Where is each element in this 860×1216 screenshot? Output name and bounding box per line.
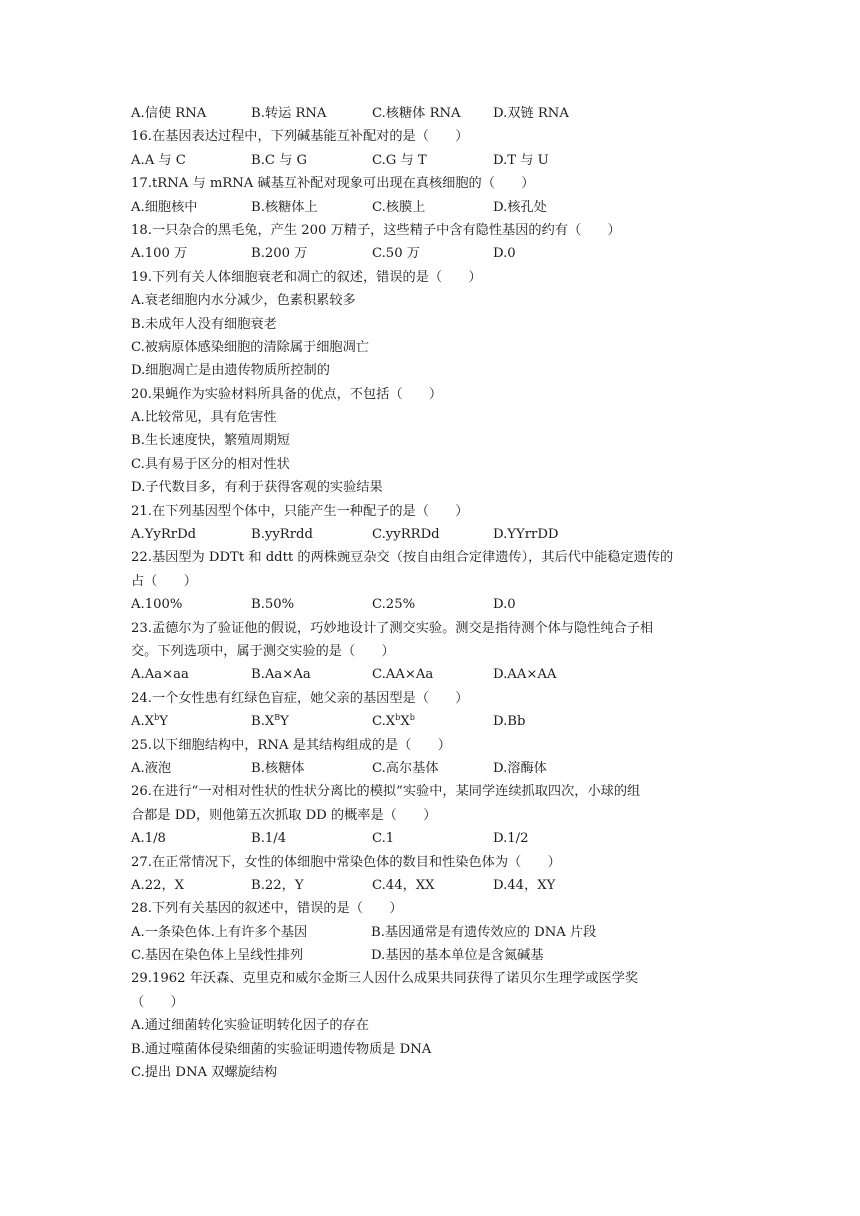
answer-option: B.50%	[251, 597, 295, 613]
answer-option: B.1/4	[251, 831, 287, 847]
answer-option: A.1/8	[131, 831, 166, 847]
answer-option: B.200 万	[251, 246, 308, 262]
answer-option: B.转运 RNA	[251, 106, 327, 121]
answer-option: D.基因的基本单位是含氮碱基	[371, 948, 544, 964]
answer-option: C.基因在染色体上呈线性排列	[131, 948, 304, 964]
text-line: C.具有易于区分的相对性状	[131, 456, 290, 472]
text-line: A.通过细菌转化实验证明转化因子的存在	[131, 1018, 369, 1034]
answer-option: D.44，XY	[493, 877, 556, 893]
answer-option: C.25%	[372, 597, 416, 613]
text-line: D.细胞凋亡是由遗传物质所控制的	[131, 363, 330, 379]
answer-option: A.100 万	[131, 246, 188, 262]
options-row	[131, 593, 741, 616]
text-line: 20.果蝇作为实验材料所具备的优点，不包括（ ）	[131, 386, 443, 402]
text-line: D.子代数目多，有利于获得客观的实验结果	[131, 480, 383, 496]
text-line: B.生长速度快，繁殖周期短	[131, 433, 290, 449]
text-line: 占（ ）	[131, 573, 197, 589]
answer-option: C.AA×Aa	[372, 667, 434, 683]
text-line: 22.基因型为 DDTt 和 ddtt 的两株豌豆杂交（按自由组合定律遗传），其后代中能稳定遗传的	[131, 550, 674, 566]
text-line: B.未成年人没有细胞衰老	[131, 316, 277, 332]
answer-option: A.细胞核中	[131, 199, 198, 215]
options-row	[131, 663, 741, 686]
answer-option: D.溶酶体	[493, 760, 547, 776]
answer-option: B.C 与 G	[251, 152, 308, 168]
answer-option: C.核膜上	[372, 199, 426, 215]
answer-option: A.A 与 C	[131, 152, 186, 168]
text-line: 29.1962 年沃森、克里克和威尔金斯三人因什么成果共同获得了诺贝尔生理学或医学奖	[131, 971, 639, 987]
answer-option: A.YyRrDd	[131, 527, 197, 543]
text-line: （ ）	[131, 994, 184, 1010]
answer-option: A.100%	[131, 597, 183, 613]
text-line: 16.在基因表达过程中，下列碱基能互补配对的是（ ）	[131, 129, 469, 145]
answer-option: D.0	[493, 246, 516, 262]
answer-option: C.44，XX	[372, 877, 435, 893]
options-row	[131, 149, 741, 172]
answer-option: B.yyRrdd	[251, 527, 313, 543]
answer-option: D.双链 RNA	[493, 106, 569, 121]
answer-option: B.核糖体上	[251, 199, 318, 215]
answer-option: B.核糖体	[251, 760, 305, 776]
text-line: C.被病原体感染细胞的清除属于细胞凋亡	[131, 339, 369, 355]
text-line: 交。下列选项中，属于测交实验的是（ ）	[131, 643, 395, 659]
answer-option: D.AA×AA	[493, 667, 557, 683]
answer-option: A.液泡	[131, 760, 172, 776]
text-line: 17.tRNA 与 mRNA 碱基互补配对现象可出现在真核细胞的（ ）	[131, 176, 535, 192]
options-row	[131, 523, 741, 546]
text-line: 19.下列有关人体细胞衰老和凋亡的叙述，错误的是（ ）	[131, 269, 482, 285]
answer-option: $A.X^bY$	[131, 713, 168, 730]
answer-option: A.一条染色体.上有许多个基因	[131, 924, 308, 940]
options-row	[131, 874, 741, 897]
options-row	[131, 944, 741, 967]
answer-option: C.yyRRDd	[372, 527, 440, 543]
text-line: B.通过噬菌体侵染细菌的实验证明遗传物质是 DNA	[131, 1041, 432, 1057]
answer-option: D.T 与 U	[493, 152, 549, 168]
text-line: 18.一只杂合的黑毛兔，产生 200 万精子，这些精子中含有隐性基因的约有（ ）	[131, 222, 621, 238]
text-line: 21.在下列基因型个体中，只能产生一种配子的是（ ）	[131, 503, 469, 519]
answer-option: D.YYrrDD	[493, 527, 559, 543]
answer-option: A.22，X	[131, 877, 185, 893]
answer-option: D.核孔处	[493, 199, 547, 215]
answer-option: C.核糖体 RNA	[372, 106, 461, 121]
answer-option: $C.X^bX^b$	[372, 713, 415, 730]
answer-option: D.Bb	[493, 714, 526, 730]
text-line: 24.一个女性患有红绿色盲症，她父亲的基因型是（ ）	[131, 690, 469, 706]
answer-option: B.Aa×Aa	[251, 667, 311, 683]
text-line: 25.以下细胞结构中，RNA 是其结构组成的是（ ）	[131, 737, 451, 753]
options-row	[131, 710, 741, 733]
answer-option: A.Aa×aa	[131, 667, 189, 683]
answer-option: B.22，Y	[251, 877, 304, 893]
options-row	[131, 921, 741, 944]
options-row	[131, 827, 741, 850]
answer-option: C.50 万	[372, 246, 420, 262]
text-line: A.比较常见，具有危害性	[131, 410, 277, 426]
text-line: 26.在进行“一对相对性状的性状分离比的模拟”实验中，某同学连续抓取四次，小球的组	[131, 784, 641, 800]
answer-option: C.高尔基体	[372, 760, 439, 776]
answer-option: $B.X^BY$	[251, 713, 289, 730]
options-row	[131, 242, 741, 265]
answer-option: C.1	[372, 831, 395, 847]
answer-option: D.1/2	[493, 831, 529, 847]
options-row	[131, 757, 741, 780]
answer-option: D.0	[493, 597, 516, 613]
text-line: 27.在正常情况下，女性的体细胞中常染色体的数目和性染色体为（ ）	[131, 854, 561, 870]
options-row	[131, 196, 741, 219]
answer-option: B.基因通常是有遗传效应的 DNA 片段	[371, 924, 597, 940]
text-line: 23.孟德尔为了验证他的假说，巧妙地设计了测交实验。测交是指待测个体与隐性纯合子相	[131, 620, 654, 636]
document-body	[131, 102, 741, 1084]
answer-option: C.G 与 T	[372, 152, 427, 168]
text-line: A.衰老细胞内水分减少，色素积累较多	[131, 293, 356, 309]
answer-option: A.信使 RNA	[131, 106, 207, 121]
text-line: C.提出 DNA 双螺旋结构	[131, 1065, 278, 1081]
text-line: 28.下列有关基因的叙述中，错误的是（ ）	[131, 901, 403, 917]
options-row	[131, 102, 741, 125]
text-line: 合都是 DD，则他第五次抓取 DD 的概率是（ ）	[131, 807, 437, 823]
